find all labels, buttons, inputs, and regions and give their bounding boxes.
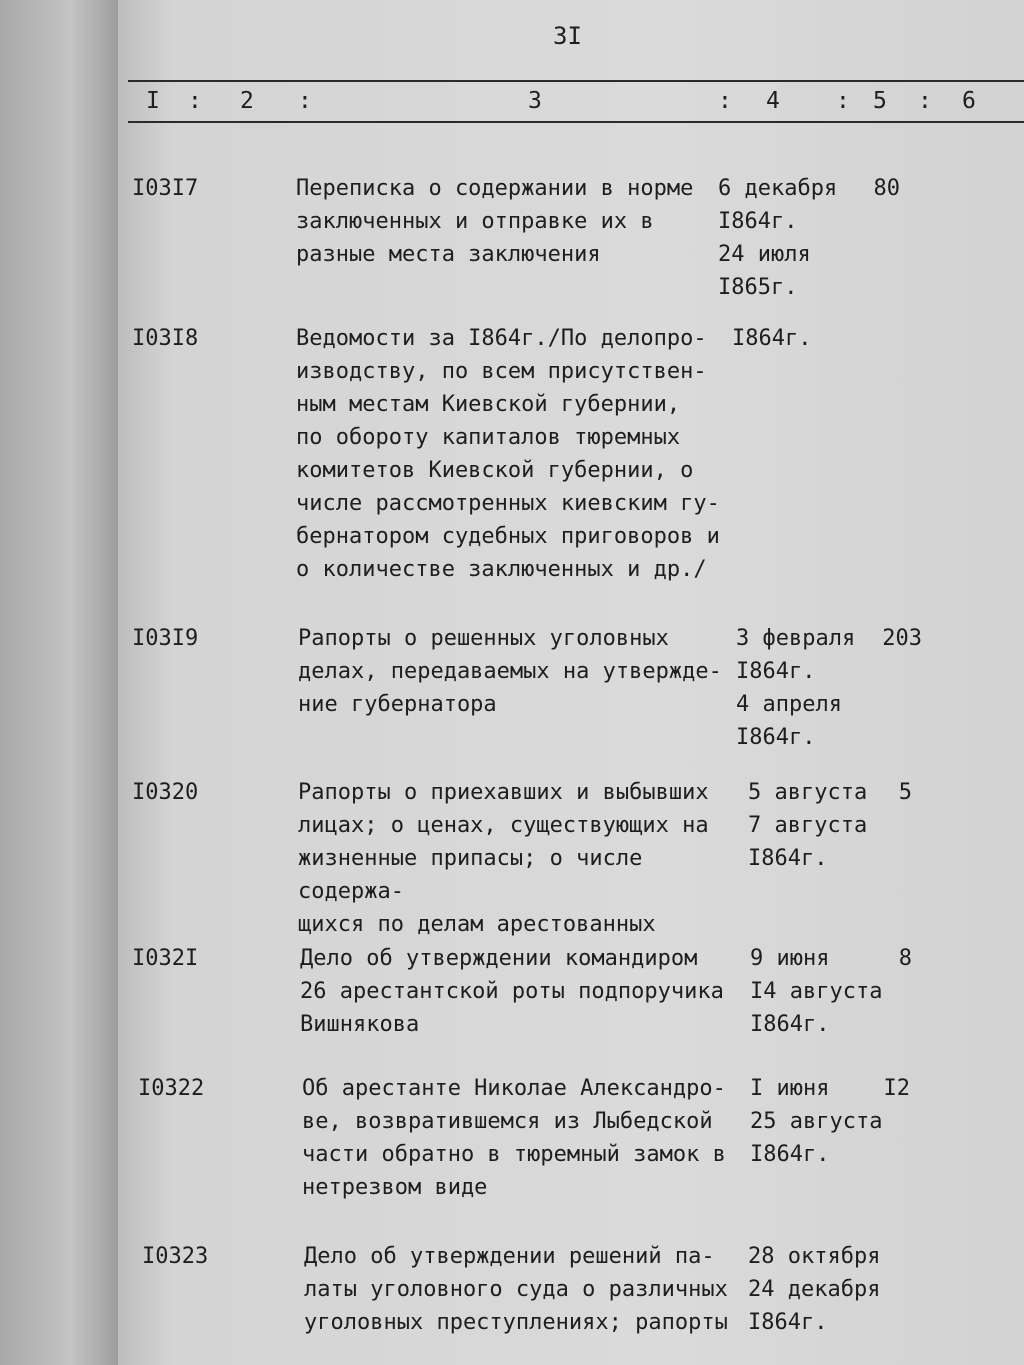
col-sep: : [298, 88, 312, 114]
row-dates: 6 декабря I864г. 24 июля I865г. [718, 176, 838, 300]
row-description: Об арестанте Николае Александро- ве, возвратившемся из Лыбедской части обратно в тюремный замок в нетрезвом виде [302, 1076, 726, 1200]
col-sep: : [918, 88, 932, 114]
row-number: I0322 [138, 1076, 205, 1101]
row-dates: 3 февраля I864г. 4 апреля I864г. [736, 626, 856, 750]
row-number: I0320 [132, 780, 199, 805]
col-sep: : [718, 88, 732, 114]
col-5-label: 5 [873, 88, 887, 114]
row-sheets: 5 [898, 780, 912, 805]
header-bottom-rule [128, 121, 1024, 123]
row-description: Переписка о содержании в норме заключенных и отправке их в разные места заключения [296, 176, 694, 267]
row-dates: 5 августа 7 августа I864г. [748, 780, 868, 871]
row-description: Рапорты о приехавших и выбывших лицах; о ценах, существующих на жизненные припасы; о числе содержа- щихся по делам арестованных [298, 780, 709, 937]
row-number: I0323 [142, 1244, 209, 1269]
col-sep: : [188, 88, 202, 114]
col-6-label: 6 [962, 88, 976, 114]
row-number: I03I8 [132, 326, 199, 351]
page-number: 3I [553, 22, 582, 50]
row-description: Рапорты о решенных уголовных делах, передаваемых на утвержде- ние губернатора [298, 626, 722, 717]
col-3-label: 3 [528, 88, 542, 114]
row-description: Дело об утверждении решений па- латы уголовного суда о различных уголовных преступлениях; рапорты [304, 1244, 728, 1335]
col-2-label: 2 [240, 88, 254, 114]
row-sheets: I2 [883, 1076, 910, 1101]
col-sep: : [836, 88, 850, 114]
row-dates: I июня 25 августа I864г. [750, 1076, 883, 1167]
row-number: I03I7 [132, 176, 199, 201]
row-number: I032I [132, 946, 199, 971]
header-top-rule [128, 80, 1024, 82]
row-dates: 28 октября 24 декабря I864г. [748, 1244, 881, 1335]
row-number: I03I9 [132, 626, 199, 651]
col-1-label: I [146, 88, 160, 114]
col-4-label: 4 [766, 88, 780, 114]
row-sheets: 8 [898, 946, 912, 971]
row-dates: 9 июня I4 августа I864г. [750, 946, 883, 1037]
facing-page-edge [0, 0, 118, 1365]
row-sheets: 80 [873, 176, 900, 201]
row-description: Ведомости за I864г./По делопро- изводству, по всем присутствен- ным местам Киевской губернии, по обороту капиталов тюремных комитетов Киевской губернии, о числе рассмотренных киевским гу- бернатором судебных приговоров и о количестве заключенных и др./ [296, 326, 720, 582]
row-dates: I864г. [732, 326, 812, 351]
row-description: Дело об утверждении командиром 26 арестантской роты подпоручика Вишнякова [300, 946, 724, 1037]
row-sheets: 203 [882, 626, 922, 651]
column-header [128, 84, 1024, 120]
